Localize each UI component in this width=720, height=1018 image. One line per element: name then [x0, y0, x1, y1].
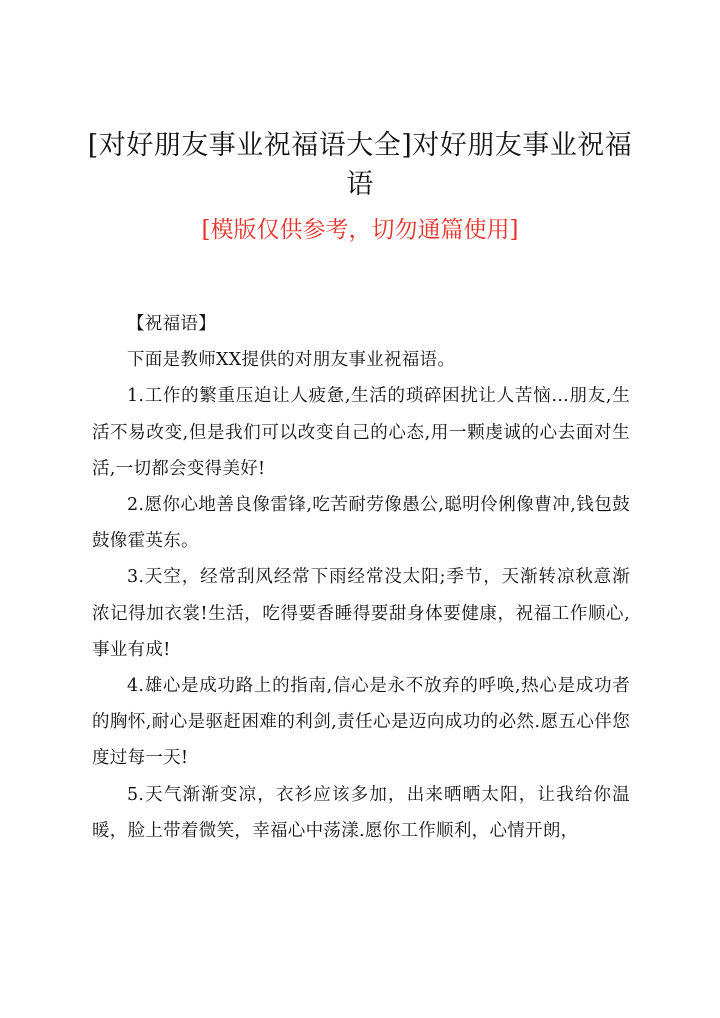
- section-heading: 【祝福语】: [127, 314, 216, 334]
- blessing-item-5: 5.天气渐渐变凉，衣衫应该多加，出来晒晒太阳，让我给你温暖，脸上带着微笑，幸福心中荡漾.愿你工作顺利，心情开朗，: [92, 784, 630, 841]
- blessing-item-2: 2.愿你心地善良像雷锋,吃苦耐劳像愚公,聪明伶俐像曹冲,钱包鼓鼓像霍英东。: [92, 495, 630, 552]
- blessing-item-3: 3.天空，经常刮风经常下雨经常没太阳;季节，天渐转凉秋意渐浓记得加衣裳!生活，吃得要香睡得要甜身体要健康，祝福工作顺心,事业有成!: [92, 567, 630, 660]
- document-title: [对好朋友事业祝福语大全]对好朋友事业祝福语: [87, 130, 633, 200]
- blessing-item-4: 4.雄心是成功路上的指南,信心是永不放弃的呼唤,热心是成功者的胸怀,耐心是驱赶困难的利剑,责任心是迈向成功的必然.愿五心伴您度过每一天!: [92, 676, 630, 769]
- document-body: [92, 306, 630, 849]
- blessing-item-1: 1.工作的繁重压迫让人疲惫,生活的琐碎困扰让人苦恼…朋友,生活不易改变,但是我们可以改变自己的心态,用一颗虔诚的心去面对生活,一切都会变得美好!: [92, 386, 630, 479]
- intro-paragraph: 下面是教师XX提供的对朋友事业祝福语。: [127, 350, 456, 371]
- template-disclaimer: [模版仅供参考，切勿通篇使用]: [201, 217, 519, 243]
